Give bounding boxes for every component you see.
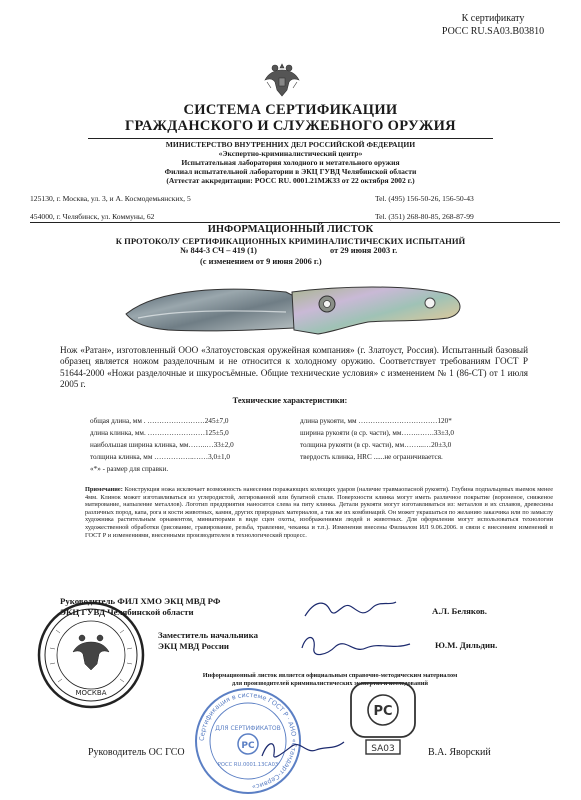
head-title-line1: Руководитель ФИЛ ХМО ЭКЦ МВД РФ bbox=[60, 596, 221, 606]
deputy-title bbox=[158, 630, 258, 652]
center-name: «Экспертно-криминалистический центр» bbox=[218, 149, 363, 158]
lab-name: Испытательная лаборатория холодного и метательного оружия bbox=[181, 158, 400, 167]
svg-text:РС: РС bbox=[241, 741, 255, 751]
spec-right-row: ширина рукояти (в ср. части), мм…….…….33±3,0 bbox=[300, 429, 454, 437]
head-name: А.Л. Беляков. bbox=[432, 606, 488, 616]
deputy-signature-icon bbox=[296, 628, 416, 664]
system-title-line1: СИСТЕМА СЕРТИФИКАЦИИ bbox=[183, 102, 398, 118]
tel-moscow: Tel. (495) 156-50-26, 156-50-43 bbox=[375, 194, 474, 203]
address-chelyabinsk: 454000, г. Челябинск, ул. Коммуны, 62 bbox=[30, 212, 155, 221]
spec-left-row: общая длина, мм . ……………………245±7,0 bbox=[90, 417, 229, 425]
note-text: Конструкция ножа исключает возможность нанесения поражающих колющих ударов (наличие травмаопасной рукояти). Глубина подпальцевых выемок менее 4мм. Клинок может изготавливаться из углеродистой, легированной или булатной стали. Поверхности клинка могут иметь различное покрытие (вороненое, сниженое матирование, напыление металлов). Логотип предприятия наносится слева на пяту клинка. Детали рукояти могут изготавливаться из: металлов и их сплавов, древесины различных пород, капа, рога и кости животных, камня, других природных материалов, а так же их комбинаций. Он может украшаться по желанию заказчика или по замыслу художника растительным орнаментом, миниатюрами в виде сцен охоты, изображениями людей и животных. Для оформления могут использоваться технологии художественной обработки (рисование, гравирование, резьба, травление, чеканка и т.п.). Изменения внесены Филиалом ИЛ 9.06.2006. в связи с внесением изменений в ГОСТ Р и изменениями, внесенными производителем в технологический процесс. bbox=[85, 486, 553, 539]
info-title: ИНФОРМАЦИОННЫЙ ЛИСТОК bbox=[207, 224, 374, 235]
os-head-name: В.А. Яворский bbox=[428, 747, 491, 758]
tel-chelyabinsk: Tel. (351) 268-80-85, 268-87-99 bbox=[375, 212, 474, 221]
deputy-title-line1: Заместитель начальника bbox=[158, 630, 258, 640]
branch-name: Филиал испытательной лаборатории в ЭКЦ ГУВД Челябинской области bbox=[164, 167, 417, 176]
contacts-divider bbox=[30, 222, 560, 223]
head-title-line2: ЭКЦ ГУВД Челябинской области bbox=[60, 607, 194, 617]
footer-note-line1: Информационный листок является официальным справочно-методическим материалом bbox=[202, 672, 458, 679]
accreditation: (Аттестат аккредитации: РОСС RU. 0001.21МЖ33 от 22 октября 2002 г.) bbox=[166, 176, 415, 185]
info-subtitle: К ПРОТОКОЛУ СЕРТИФИКАЦИОННЫХ КРИМИНАЛИСТИЧЕСКИХ ИСПЫТАНИЙ bbox=[115, 236, 466, 246]
amendment-date: (с изменением от 9 июня 2006 г.) bbox=[200, 257, 322, 266]
head-signature-icon bbox=[300, 594, 400, 624]
stamp-reg-text: РОСС RU.0001.13СА03 bbox=[217, 762, 279, 768]
specs-title: Технические характеристики: bbox=[232, 396, 348, 405]
stamp-inner-text: ДЛЯ СЕРТИФИКАТОВ bbox=[215, 725, 281, 732]
spec-right-row: твердость клинка, HRC ......не ограничивается. bbox=[300, 453, 443, 461]
knife-description: Нож «Ратан», изготовленный ООО «Златоустовская оружейная компания» (г. Златоуст, Россия). Испытанный базовый образец является ножом разделочным и не относится к холодному оружию. Соответствует требованиям ГОСТ Р 51644-2000 «Ножи разделочные и шкуросъёмные. Общие технические условия» с изменением № 1 (86-СТ) от 1 июля 2005 г. bbox=[60, 345, 528, 389]
protocol-date: от 29 июня 2003 г. bbox=[330, 246, 398, 255]
cert-ref-line2: РОСС RU.SA03.B03810 bbox=[441, 26, 545, 37]
spec-left-row: длина клинка, мм. ……………………125±5,0 bbox=[90, 429, 229, 437]
head-title bbox=[60, 596, 220, 618]
stamp-ring-text: Сертификация в системе ГОСТ Р · АНО «Стандарт-Сервис» bbox=[197, 690, 299, 791]
os-head-signature-icon bbox=[258, 732, 348, 764]
system-title bbox=[80, 103, 501, 134]
deputy-name: Ю.М. Дильдин. bbox=[435, 640, 498, 650]
note-block bbox=[85, 486, 553, 539]
certificate-reference bbox=[413, 12, 573, 38]
header-org bbox=[60, 140, 521, 185]
stamp-city-text: МОСКВА bbox=[75, 689, 107, 697]
eagle-emblem-icon bbox=[262, 60, 302, 100]
mark-code-text: SA03 bbox=[371, 744, 395, 754]
conformity-mark-icon bbox=[348, 680, 418, 760]
protocol-number: № 844-3 СЧ – 419 (1) bbox=[180, 246, 257, 255]
spec-left-row: наибольшая ширина клинка, мм……..…33±2,0 bbox=[90, 441, 234, 449]
os-head-title: Руководитель ОС ГСО bbox=[88, 747, 185, 758]
note-label: Примечание: bbox=[85, 486, 123, 493]
footer-note-line2: для производителей криминалистических экспертиз и исследований bbox=[231, 680, 428, 687]
address-moscow: 125130, г. Москва, ул. 3, и А. Космодемьянских, 5 bbox=[30, 194, 191, 203]
spec-left-row: толщина клинка, мм ……………..……3,0±1,0 bbox=[90, 453, 230, 461]
spec-right-row: толщина рукояти (в ср. части), мм……...…20±3,0 bbox=[300, 441, 452, 449]
cert-ref-line1: К сертификату bbox=[461, 13, 525, 24]
spec-right-row: длина рукояти, мм ……………………………120* bbox=[300, 417, 452, 425]
system-title-line2: ГРАЖДАНСКОГО И СЛУЖЕБНОГО ОРУЖИЯ bbox=[125, 117, 456, 134]
deputy-title-line2: ЭКЦ МВД России bbox=[158, 641, 229, 651]
ministry-name: МИНИСТЕРСТВО ВНУТРЕННИХ ДЕЛ РОССИЙСКОЙ ФЕДЕРАЦИИ bbox=[165, 140, 416, 149]
header-divider bbox=[88, 138, 493, 139]
spec-footnote: «*» - размер для справки. bbox=[90, 465, 169, 473]
svg-text:РС: РС bbox=[373, 704, 393, 719]
knife-image bbox=[118, 270, 468, 342]
